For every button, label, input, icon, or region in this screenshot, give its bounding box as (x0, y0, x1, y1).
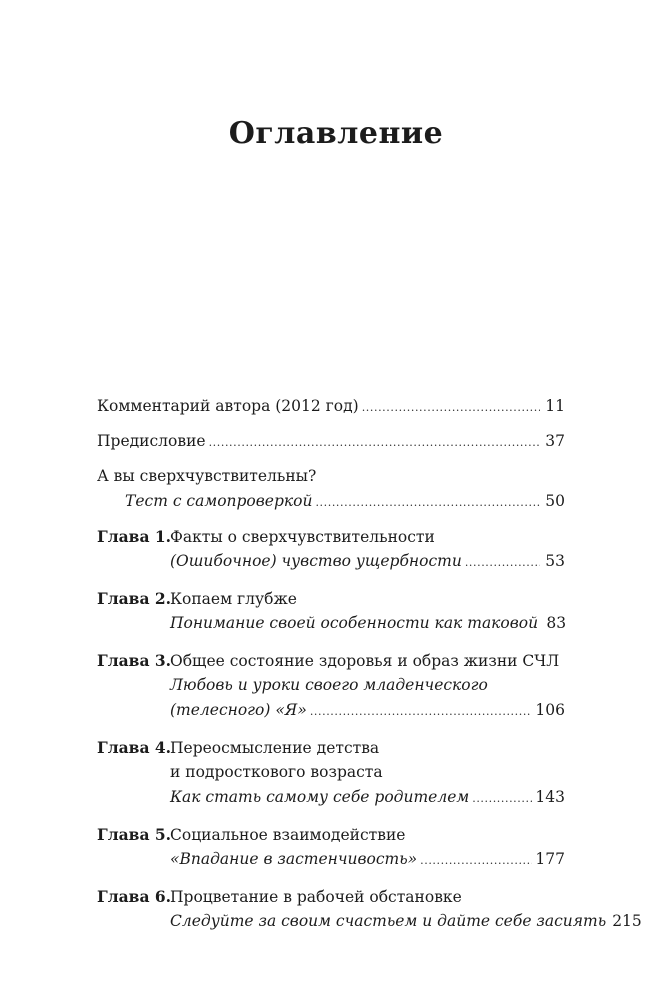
dot-leader (362, 395, 540, 420)
page-number: 50 (545, 492, 565, 510)
toc-line (97, 884, 565, 909)
toc-subtitle: Как стать самому себе родителем (170, 788, 470, 806)
toc-line (97, 822, 565, 847)
toc-title: Процветание в рабочей обстановке (170, 888, 462, 906)
toc-entry[interactable] (97, 429, 565, 454)
toc-title: Предисловие (97, 432, 206, 450)
page-number: 215 (612, 912, 642, 930)
toc-line (97, 648, 565, 673)
chapter-number: Глава 6. (97, 887, 172, 906)
dot-leader (465, 550, 540, 575)
dot-leader (209, 430, 540, 455)
toc-line (97, 735, 565, 760)
toc-subtitle: (телесного) «Я» (170, 701, 307, 719)
toc-subtitle: Понимание своей особенности как таковой (170, 614, 539, 632)
toc-entry[interactable] (97, 464, 565, 514)
page-number: 11 (545, 397, 565, 415)
toc-line (97, 394, 565, 419)
dot-leader (310, 699, 533, 724)
chapter-number: Глава 1. (97, 527, 172, 546)
toc-subtitle: Любовь и уроки своего младенческого (170, 676, 488, 694)
toc-line (97, 464, 565, 489)
toc-line (97, 785, 565, 810)
toc-title: Общее состояние здоровья и образ жизни СЧЛ (170, 652, 560, 670)
toc-title: Факты о сверхчувствительности (170, 528, 435, 546)
toc-line (97, 489, 565, 514)
page-number: 83 (546, 614, 567, 632)
toc-line (97, 673, 565, 698)
toc-subtitle: «Впадание в застенчивость» (170, 850, 418, 868)
toc-title: Социальное взаимодействие (170, 826, 406, 844)
chapter-number: Глава 2. (97, 589, 172, 608)
toc-line (97, 524, 565, 549)
toc-chapter-entry[interactable] (97, 735, 565, 810)
toc-subtitle: Тест с самопроверкой (125, 492, 313, 510)
toc-chapter-entry[interactable] (97, 586, 565, 636)
toc-subtitle: (Ошибочное) чувство ущербности (170, 552, 462, 570)
toc-line (97, 429, 565, 454)
toc-line (97, 698, 565, 723)
toc-line (97, 549, 565, 574)
table-of-contents (97, 394, 642, 946)
toc-title: Переосмысление детства (170, 739, 380, 757)
toc-line (97, 760, 565, 785)
toc-chapter-entry[interactable] (97, 648, 565, 723)
toc-chapter-entry[interactable] (97, 884, 642, 934)
page-title: Оглавление (228, 116, 444, 152)
toc-entry[interactable] (97, 394, 565, 419)
toc-chapter-entry[interactable] (97, 822, 565, 872)
toc-line (97, 611, 565, 636)
dot-leader (315, 490, 540, 515)
page-number: 177 (535, 850, 565, 868)
dot-leader (472, 786, 532, 811)
page-number: 53 (545, 552, 565, 570)
page-number: 37 (545, 432, 565, 450)
page-number: 106 (535, 701, 565, 719)
toc-title: Комментарий автора (2012 год) (97, 397, 359, 415)
page-number: 143 (535, 788, 565, 806)
chapter-number: Глава 4. (97, 738, 172, 757)
chapter-number: Глава 3. (97, 651, 172, 670)
chapter-number: Глава 5. (97, 825, 172, 844)
toc-title: и подросткового возраста (170, 763, 383, 781)
toc-chapter-entry[interactable] (97, 524, 565, 574)
toc-line (97, 909, 642, 934)
dot-leader (420, 848, 532, 873)
toc-line (97, 586, 565, 611)
toc-title: Копаем глубже (170, 590, 297, 608)
toc-title: А вы сверхчувствительны? (97, 467, 317, 485)
toc-subtitle: Следуйте за своим счастьем и дайте себе засиять (170, 912, 607, 930)
toc-line (97, 847, 565, 872)
